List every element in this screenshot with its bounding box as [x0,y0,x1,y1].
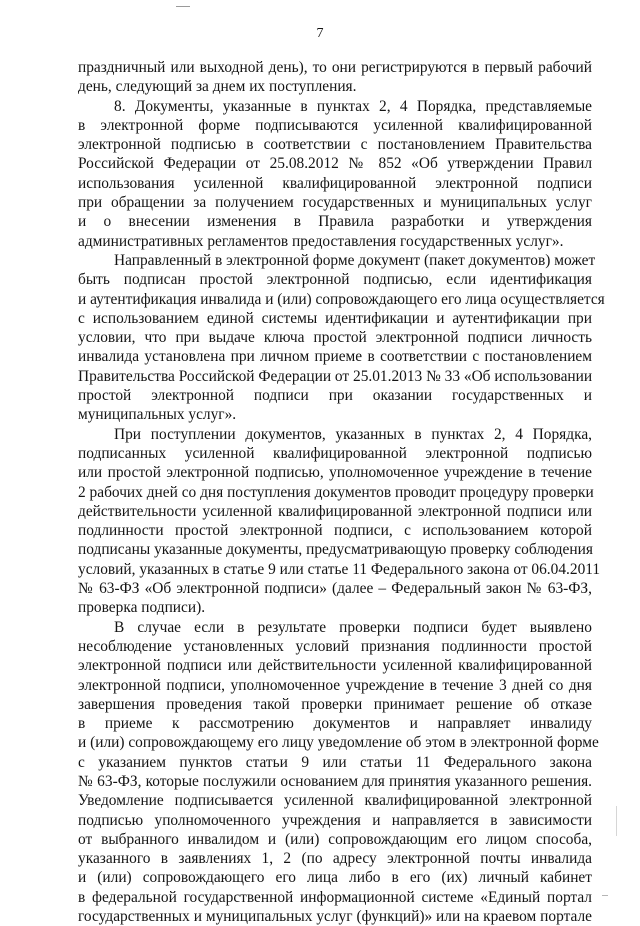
text-line: и аутентификация инвалида и (или) сопровождающего его лица осуществляется [78,290,605,308]
text-line: электронной подписью в соответствии с постановлением Правительства [78,136,592,154]
text-line: Российской Федерации от 25.08.2012 № 852 «Об утверждении Правил [78,155,592,173]
text-line: и (или) сопровождающего его лица либо в его (их) личный кабинет [78,869,592,887]
text-line: № 63-ФЗ «Об электронной подписи» (далее – Федеральный закон № 63-ФЗ, [78,580,592,598]
page-number: 7 [316,26,324,41]
text-line: Уведомление подписывается усиленной квалифицированной электронной [78,792,592,810]
text-line: В случае если в результате проверки подписи будет выявлено [114,618,592,636]
text-line: указанного в заявлениях 1, 2 (по адресу электронной почты инвалида [78,850,592,868]
text-line: в федеральной государственной информационной системе «Единый портал [78,888,592,906]
text-line: завершения проведения такой проверки принимает решение об отказе [78,695,592,713]
text-line: проверка подписи). [78,599,206,617]
text-line: и (или) сопровождающему его лицу уведомление об этом в электронной форме [78,734,599,752]
text-line: в электронной форме подписываются усиленной квалифицированной [78,116,592,134]
text-line: электронной подписи, уполномоченное учреждение в течение 3 дней со дня [78,676,592,694]
text-line: Правительства Российской Федерации от 25.01.2013 № 33 «Об использовании [78,367,593,385]
text-line: использования усиленной квалифицированной электронной подписи [78,174,592,192]
text-line: муниципальных услуг». [78,406,237,424]
document-body [78,58,605,926]
text-line: условии, что при выдаче ключа простой электронной подписи личность [78,329,592,347]
text-line: подлинности простой электронной подписи, с использованием которой [78,522,592,540]
scan-mark-top [176,6,190,7]
text-line: день, следующий за днем их поступления. [78,78,357,96]
text-line: праздничный или выходной день), то они регистрируются в первый рабочий [78,59,592,76]
text-line: № 63-ФЗ, которые послужили основанием для принятия указанного решения. [78,772,592,790]
text-line: с указанием пунктов статьи 9 или статьи 11 Федерального закона [78,753,592,771]
text-line: или простой электронной подписью, уполномоченное учреждение в течение [78,464,592,482]
text-line: от выбранного инвалидом и (или) сопровождающим его лицом способа, [78,830,592,848]
text-line: 2 рабочих дней со дня поступления документов проводит процедуру проверки [78,483,594,501]
text-line: При поступлении документов, указанных в пунктах 2, 4 Порядка, [114,425,592,443]
text-line: в приеме к рассмотрению документов и направляет инвалиду [78,715,592,733]
text-line: государственных и муниципальных услуг (функций)» или на краевом портале [78,908,592,926]
text-line: условий, указанных в статье 9 или статье 11 Федерального закона от 06.04.2011 [78,560,601,578]
scan-mark-bottom [602,895,608,896]
text-line: подписаны указанные документы, предусматривающую проверку соблюдения [78,541,593,559]
text-line: быть подписан простой электронной подписью, если идентификация [78,271,592,289]
text-line: действительности усиленной квалифицированной электронной подписи или [78,502,592,520]
text-line: с использованием единой системы идентификации и аутентификации при [78,309,592,327]
scan-mark-margin [616,806,617,836]
text-line: инвалида установлена при личном приеме в соответствии с постановлением [78,348,592,366]
text-line: 8. Документы, указанные в пунктах 2, 4 Порядка, представляемые [114,97,592,115]
text-line: при обращении за получением государственных и муниципальных услуг [78,194,592,212]
text-line: Направленный в электронной форме документ (пакет документов) может [114,251,596,269]
text-line: и о внесении изменения в Правила разработки и утверждения [78,213,592,231]
text-line: подписанных усиленной квалифицированной электронной подписью [78,444,592,462]
text-line: административных регламентов предоставления государственных услуг». [78,232,564,250]
text-line: несоблюдение установленных условий признания подлинности простой [78,637,592,655]
text-line: простой электронной подписи при оказании государственных и [78,387,592,405]
text-line: электронной подписи или действительности усиленной квалифицированной [78,657,592,675]
text-line: подписью уполномоченного учреждения и направляется в зависимости [78,811,592,829]
